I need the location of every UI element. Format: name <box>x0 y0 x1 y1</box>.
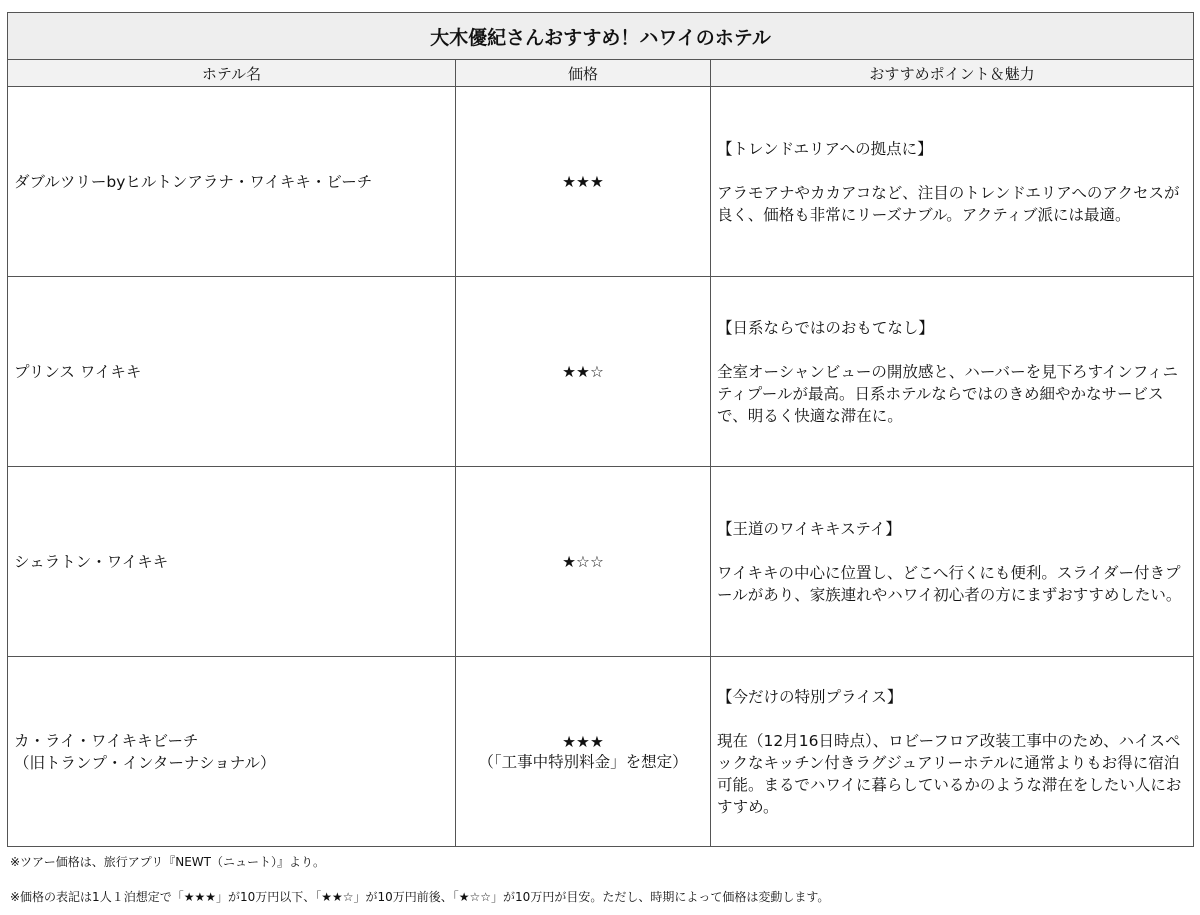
table-row <box>8 467 1194 657</box>
price-stars: ★☆☆ <box>562 552 604 571</box>
table-row <box>8 87 1194 277</box>
header-points: おすすめポイント＆魅力 <box>711 60 1194 87</box>
header-hotel-name: ホテル名 <box>8 60 456 87</box>
point-heading: 【トレンドエリアへの拠点に】 <box>717 139 933 158</box>
point-body: ワイキキの中心に位置し、どこへ行くにも便利。スライダー付きプールがあり、家族連れやハワイ初心者の方にまずおすすめしたい。 <box>717 563 1182 604</box>
footnote-source: ※ツアー価格は、旅行アプリ『NEWT（ニュート）』より。 <box>10 855 325 869</box>
point-body: 現在（12月16日時点）、ロビーフロア改装工事中のため、ハイスペックなキッチン付きラグジュアリーホテルに通常よりもお得に宿泊可能。まるでハワイに暮らしているかのような滞在をしたい人におすすめ。 <box>717 731 1182 816</box>
hotel-former-name: （旧トランプ・インターナショナル） <box>14 753 276 772</box>
hotel-name: カ・ライ・ワイキキビーチ <box>14 731 199 750</box>
header-price: 価格 <box>456 60 711 87</box>
hotel-name: ダブルツリーbyヒルトンアラナ・ワイキキ・ビーチ <box>14 172 373 191</box>
table-title: 大木優紀さんおすすめ！ハワイのホテル <box>8 13 1194 60</box>
point-body: アラモアナやカカアコなど、注目のトレンドエリアへのアクセスが良く、価格も非常にリーズナブル。アクティブ派には最適。 <box>717 183 1180 224</box>
price-stars: ★★★ <box>562 732 604 751</box>
table-row <box>8 657 1194 847</box>
price-note: （「工事中特別料金」を想定） <box>478 752 688 771</box>
point-heading: 【王道のワイキキステイ】 <box>717 519 901 538</box>
point-heading: 【今だけの特別プライス】 <box>717 687 903 706</box>
hotel-name: プリンス ワイキキ <box>14 362 142 381</box>
table-row <box>8 277 1194 467</box>
point-body: 全室オーシャンビューの開放感と、ハーバーを見下ろすインフィニティプールが最高。日系ホテルならではのきめ細やかなサービスで、明るく快適な滞在に。 <box>717 362 1178 425</box>
footnote-price-legend: ※価格の表記は1人１泊想定で「★★★」が10万円以下、「★★☆」が10万円前後、「★☆☆」が10万円が目安。ただし、時期によって価格は変動します。 <box>10 890 830 904</box>
point-heading: 【日系ならではのおもてなし】 <box>717 318 934 337</box>
hotel-name: シェラトン・ワイキキ <box>14 552 169 571</box>
hotel-table <box>7 12 1194 847</box>
price-stars: ★★★ <box>562 172 604 191</box>
price-stars: ★★☆ <box>562 362 604 381</box>
